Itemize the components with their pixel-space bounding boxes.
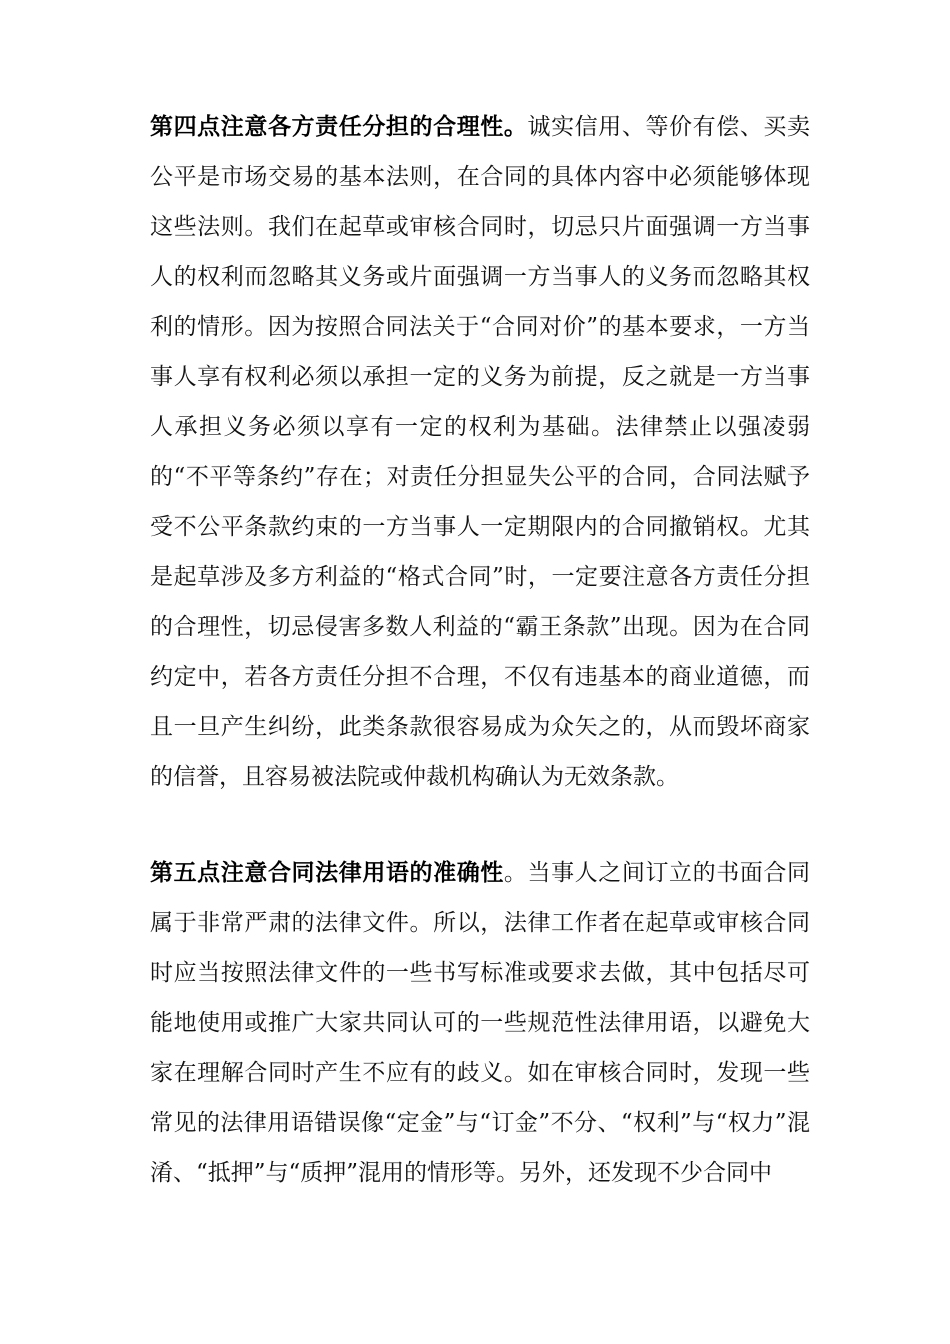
paragraph-point-four: [150, 102, 810, 802]
paragraph-point-five: [150, 848, 810, 1198]
paragraph-body: 。当事人之间订立的书面合同属于非常严肃的法律文件。所以，法律工作者在起草或审核合同时应当按照法律文件的一些书写标准或要求去做，其中包括尽可能地使用或推广大家共同认可的一些规范性法律用语，以避免大家在理解合同时产生不应有的歧义。如在审核合同时，发现一些常见的法律用语错误像“定金”与“订金”不分、“权利”与“权力”混淆、“抵押”与“质押”混用的情形等。另外，还发现不少合同中: [150, 860, 811, 1186]
paragraph-body: 诚实信用、等价有偿、买卖公平是市场交易的基本法则，在合同的具体内容中必须能够体现这些法则。我们在起草或审核合同时，切忌只片面强调一方当事人的权利而忽略其义务或片面强调一方当事人的义务而忽略其权利的情形。因为按照合同法关于“合同对价”的基本要求，一方当事人享有权利必须以承担一定的义务为前提，反之就是一方当事人承担义务必须以享有一定的权利为基础。法律禁止以强凌弱的“不平等条约”存在；对责任分担显失公平的合同，合同法赋予受不公平条款约束的一方当事人一定期限内的合同撤销权。尤其是起草涉及多方利益的“格式合同”时，一定要注意各方责任分担的合理性，切忌侵害多数人利益的“霸王条款”出现。因为在合同约定中，若各方责任分担不合理，不仅有违基本的商业道德，而且一旦产生纠纷，此类条款很容易成为众矢之的，从而毁坏商家的信誉，且容易被法院或仲裁机构确认为无效条款。: [150, 114, 811, 790]
paragraph-heading: 第五点注意合同法律用语的准确性: [150, 860, 504, 886]
paragraph-heading: 第四点注意各方责任分担的合理性。: [150, 114, 528, 140]
